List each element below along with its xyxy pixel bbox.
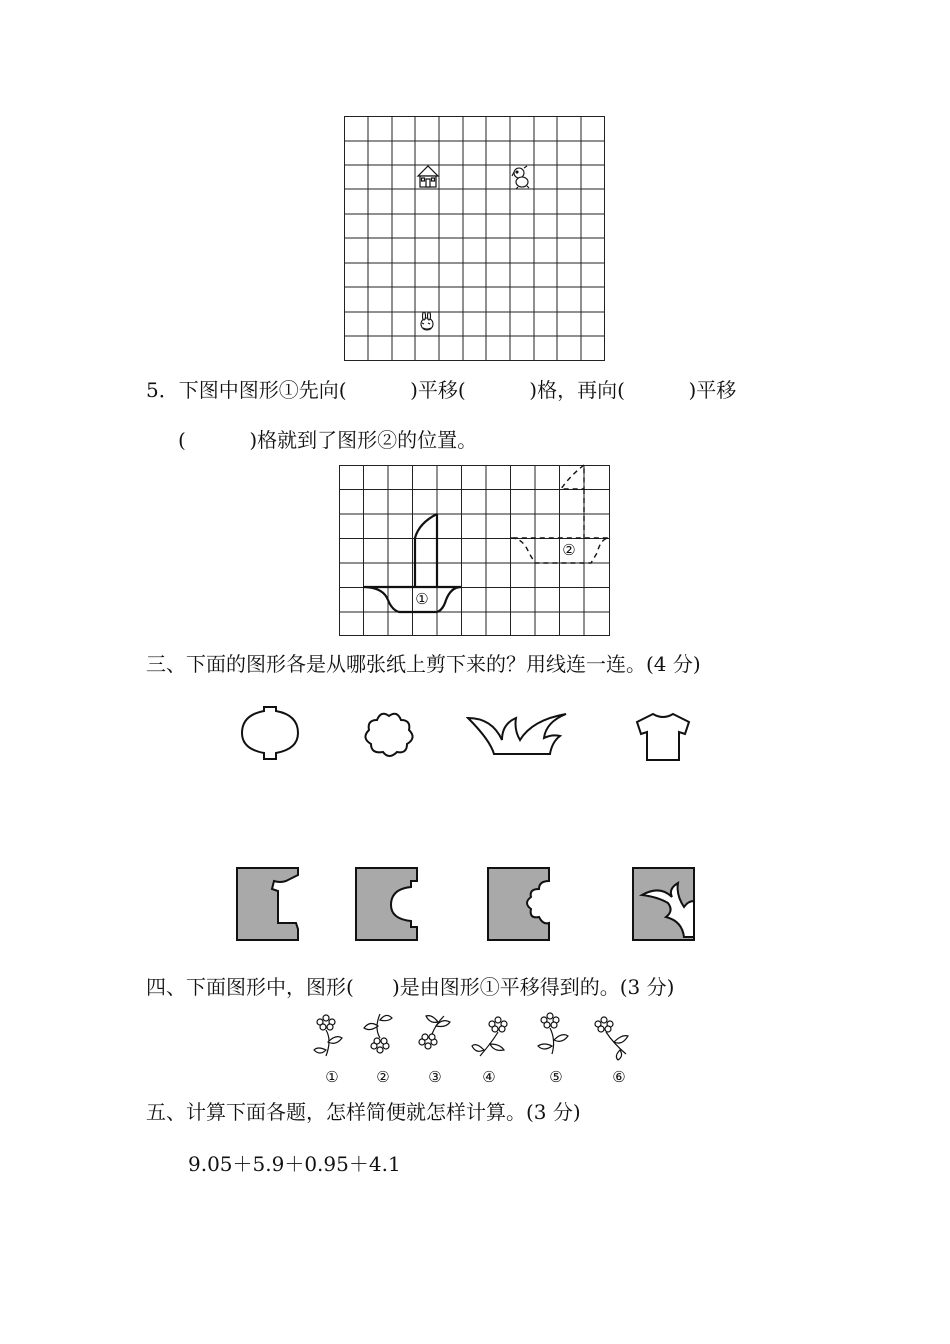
flower-shape: [361, 710, 417, 758]
flower-option-3[interactable]: [418, 1012, 458, 1062]
flower-option-1[interactable]: [312, 1012, 352, 1062]
rabbit-icon: [421, 312, 433, 330]
shape-1-label: ①: [415, 590, 429, 608]
flower-option-4[interactable]: [472, 1012, 512, 1062]
paper-flower-cutout: [487, 867, 551, 941]
option-label-5: ⑤: [549, 1068, 563, 1086]
shirt-shape: [633, 710, 693, 762]
grass-shape: [466, 710, 570, 756]
paper-shirt-cutout: [236, 867, 300, 941]
lantern-shape: [238, 705, 302, 763]
paper-circle-cutout: [355, 867, 419, 941]
paper-grass-cutout: [632, 867, 696, 941]
option-label-1: ①: [325, 1068, 339, 1086]
flower-option-2[interactable]: [366, 1012, 406, 1062]
dog-icon: [512, 166, 529, 189]
option-label-2: ②: [376, 1068, 390, 1086]
section4-title: 四、下面图形中，图形( )是由图形①平移得到的。(3 分): [146, 975, 675, 999]
flower-option-6[interactable]: [592, 1012, 632, 1062]
option-label-6: ⑥: [612, 1068, 626, 1086]
flower-option-5[interactable]: [532, 1010, 572, 1060]
section5-title: 五、计算下面各题，怎样简便就怎样计算。(3 分): [146, 1100, 581, 1124]
shape-2-label: ②: [562, 541, 576, 559]
top-grid: [344, 116, 606, 362]
option-label-4: ④: [482, 1068, 496, 1086]
q5-line2: ( )格就到了图形②的位置。: [178, 428, 478, 452]
calc-expression: 9.05＋5.9＋0.95＋4.1: [188, 1152, 401, 1176]
section3-title: 三、下面的图形各是从哪张纸上剪下来的？用线连一连。(4 分): [146, 652, 701, 676]
house-icon: [418, 166, 438, 187]
option-label-3: ③: [428, 1068, 442, 1086]
q5-line1: 5．下图中图形①先向( )平移( )格，再向( )平移: [146, 378, 737, 402]
